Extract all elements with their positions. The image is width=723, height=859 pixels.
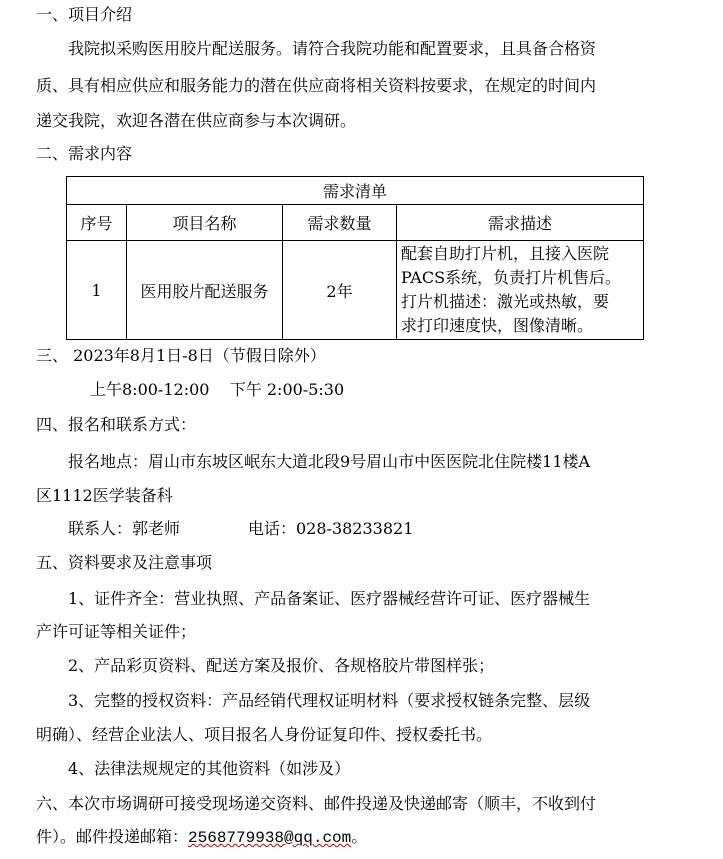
section-3-heading: 三、 2023年8月1日-8日（节假日除外）: [36, 346, 326, 365]
contact-person: 联系人：郭老师: [68, 519, 181, 538]
requirement-item-3: 3、完整的授权资料：产品经销代理权证明材料（要求授权链条完整、层级: [68, 691, 591, 710]
requirement-item-4: 4、法律法规规定的其他资料（如涉及）: [68, 759, 351, 778]
section-1-para-line: 我院拟采购医用胶片配送服务。请符合我院功能和配置要求，且具备合格资: [68, 39, 597, 58]
section-5-heading: 五、资料要求及注意事项: [36, 553, 213, 572]
address-line: 区1112医学装备科: [36, 486, 173, 505]
section-1-heading: 一、项目介绍: [36, 5, 133, 24]
email-address[interactable]: 2568779938@qq.com: [188, 829, 352, 847]
cell-quantity: 2年: [283, 241, 397, 340]
column-header-quantity: 需求数量: [283, 205, 397, 241]
section-1-para-line: 递交我院，欢迎各潜在供应商参与本次调研。: [36, 111, 357, 130]
description-line: 打片机描述：激光或热敏，要: [401, 292, 610, 311]
requirement-item-1: 1、证件齐全：营业执照、产品备案证、医疗器械经营许可证、医疗器械生: [68, 589, 591, 608]
section-6-line: 六、本次市场调研可接受现场递交资料、邮件投递及快递邮寄（顺丰，不收到付: [36, 794, 597, 813]
column-header-name: 项目名称: [127, 205, 283, 241]
section-1-para-line: 质、具有相应供应和服务能力的潜在供应商将相关资料按要求，在规定的时间内: [36, 76, 597, 95]
column-header-description: 需求描述: [397, 205, 644, 241]
table-row: [67, 241, 644, 340]
requirement-item-2: 2、产品彩页资料、配送方案及报价、各规格胶片带图样张；: [68, 656, 495, 675]
cell-index: 1: [67, 241, 127, 340]
address-line: 报名地点：眉山市东坡区岷东大道北段9号眉山市中医医院北住院楼11楼A: [68, 452, 591, 471]
sentence-end: 。: [351, 827, 368, 846]
section-6-line-2: [36, 826, 367, 848]
description-line: 求打印速度快，图像清晰。: [401, 316, 594, 335]
column-header-index: 序号: [67, 205, 127, 241]
description-line: PACS系统，负责打片机售后。: [401, 268, 622, 287]
requirement-item-3-cont: 明确）、经营企业法人、项目报名人身份证复印件、授权委托书。: [36, 725, 493, 744]
email-label: 件）。邮件投递邮箱：: [36, 827, 189, 846]
section-2-heading: 二、需求内容: [36, 144, 133, 163]
requirements-table: [66, 176, 644, 340]
table-caption: 需求清单: [67, 177, 644, 205]
requirement-item-1-cont: 产许可证等相关证件；: [36, 622, 197, 641]
description-line: 配套自助打片机，且接入医院: [401, 244, 610, 263]
contact-phone: 电话：028-38233821: [248, 519, 414, 538]
cell-description: [397, 241, 644, 340]
cell-name: 医用胶片配送服务: [127, 241, 283, 340]
section-4-heading: 四、报名和联系方式：: [36, 415, 197, 434]
office-hours: 上午8:00-12:00 下午 2:00-5:30: [90, 380, 345, 399]
